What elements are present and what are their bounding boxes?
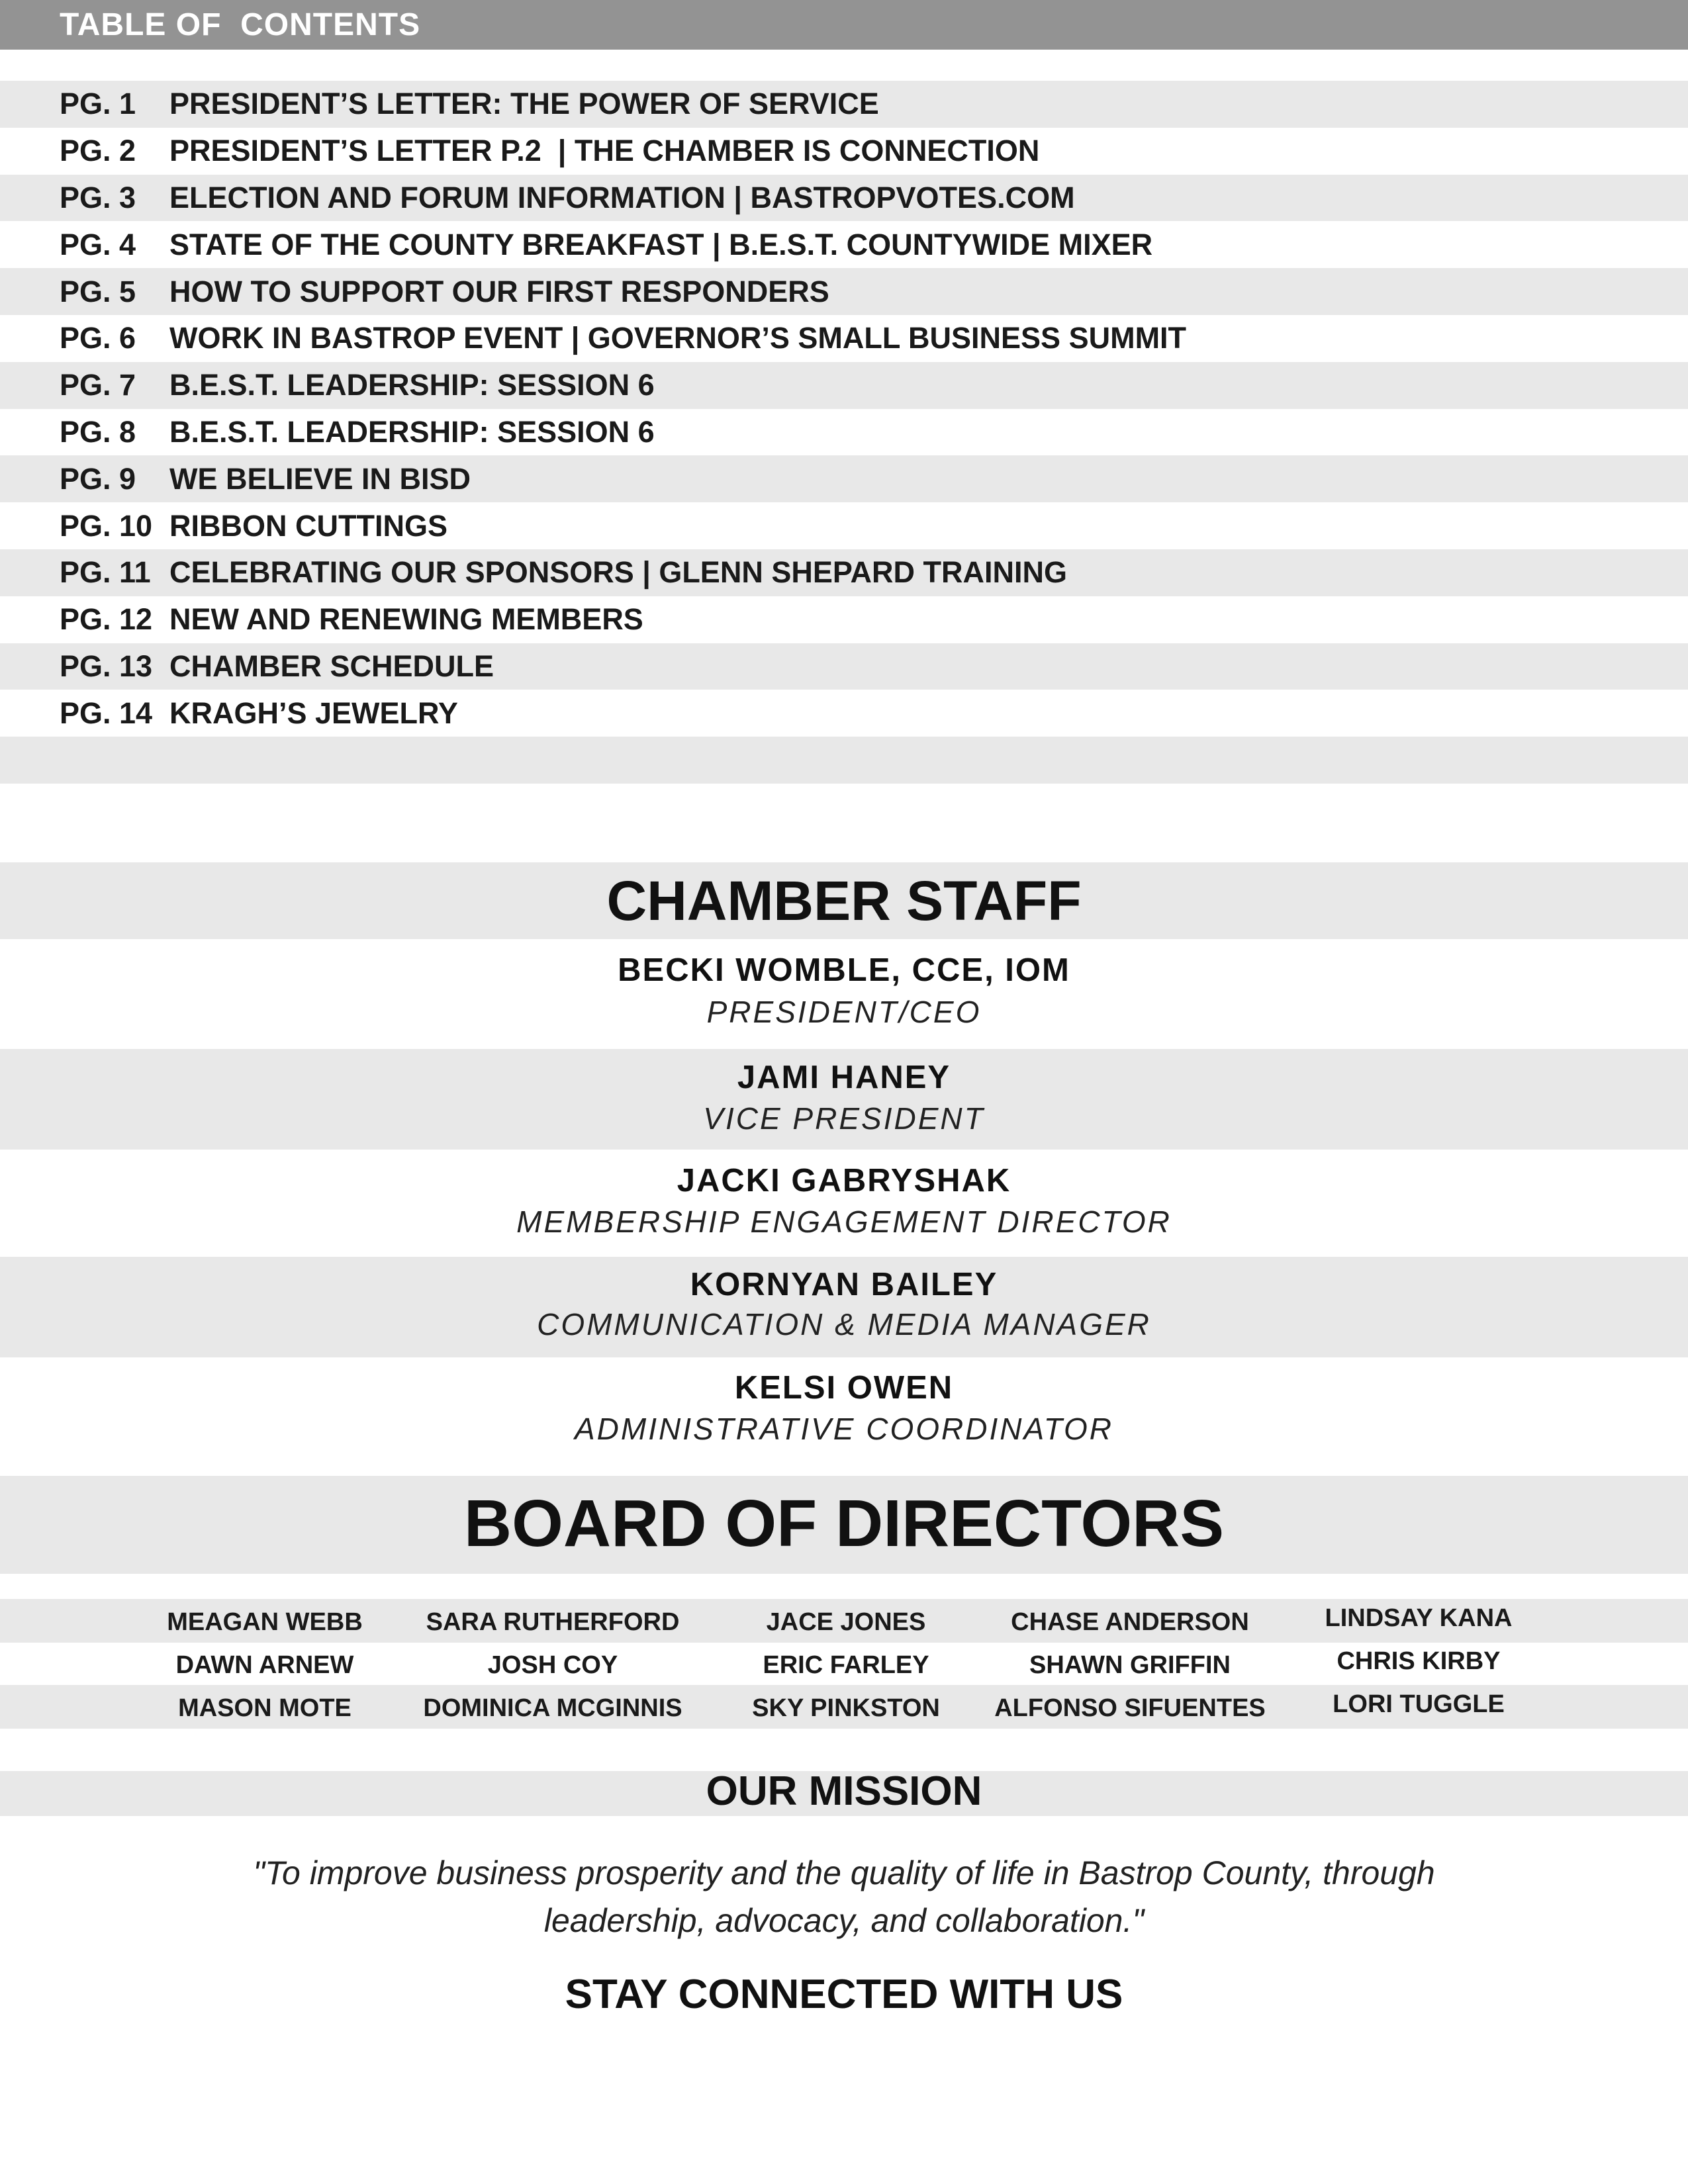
- toc-row[interactable]: [0, 128, 1688, 175]
- toc-page-number: PG. 13: [60, 649, 153, 683]
- toc-row[interactable]: [0, 502, 1688, 549]
- toc-entry-title: CELEBRATING OUR SPONSORS | GLENN SHEPARD TRAINING: [169, 555, 1067, 590]
- board-member: SKY PINKSTON: [752, 1694, 940, 1722]
- stay-connected-heading: STAY CONNECTED WITH US: [565, 1972, 1123, 2017]
- toc-row[interactable]: [0, 690, 1688, 737]
- mission-quote-line: "To improve business prosperity and the quality of life in Bastrop County, through: [253, 1854, 1435, 1891]
- toc-entry-title: KRAGH’S JEWELRY: [169, 696, 458, 730]
- toc-row[interactable]: [0, 221, 1688, 268]
- staff-member-role: COMMUNICATION & MEDIA MANAGER: [537, 1307, 1151, 1342]
- toc-page-number: PG. 6: [60, 321, 136, 355]
- toc-row[interactable]: [0, 549, 1688, 596]
- board-member: LINDSAY KANA: [1325, 1604, 1513, 1632]
- toc-entry-title: PRESIDENT’S LETTER: THE POWER OF SERVICE: [169, 87, 879, 121]
- toc-page-number: PG. 3: [60, 180, 136, 214]
- toc-page-number: PG. 1: [60, 87, 136, 121]
- board-member: MASON MOTE: [178, 1694, 352, 1722]
- toc-row[interactable]: [0, 409, 1688, 456]
- toc-page-number: PG. 2: [60, 134, 136, 168]
- staff-member-name: KELSI OWEN: [734, 1370, 954, 1406]
- mission-quote-line: leadership, advocacy, and collaboration.": [543, 1902, 1145, 1939]
- toc-entry-title: RIBBON CUTTINGS: [169, 508, 447, 543]
- toc-row[interactable]: [0, 455, 1688, 502]
- toc-heading: TABLE OF CONTENTS: [60, 7, 421, 42]
- board-member: SARA RUTHERFORD: [426, 1608, 680, 1636]
- staff-member-name: JACKI GABRYSHAK: [677, 1163, 1011, 1199]
- toc-page-number: PG. 8: [60, 414, 136, 449]
- board-member: JOSH COY: [487, 1651, 618, 1679]
- toc-entry-title: PRESIDENT’S LETTER P.2 | THE CHAMBER IS CONNECTION: [169, 134, 1040, 168]
- toc-spacer-row: [0, 737, 1688, 784]
- toc-page-number: PG. 5: [60, 274, 136, 308]
- toc-row[interactable]: [0, 268, 1688, 315]
- toc-page-number: PG. 7: [60, 368, 136, 402]
- toc-page-number: PG. 12: [60, 602, 153, 637]
- board-member: SHAWN GRIFFIN: [1029, 1651, 1231, 1679]
- staff-member-role: ADMINISTRATIVE COORDINATOR: [574, 1412, 1114, 1446]
- staff-member-name: KORNYAN BAILEY: [690, 1267, 998, 1302]
- board-member: ALFONSO SIFUENTES: [994, 1694, 1266, 1722]
- board-member: LORI TUGGLE: [1333, 1690, 1505, 1718]
- board-heading: BOARD OF DIRECTORS: [463, 1486, 1225, 1561]
- staff-member-name: BECKI WOMBLE, CCE, IOM: [618, 952, 1070, 988]
- staff-heading: CHAMBER STAFF: [606, 870, 1082, 932]
- toc-entry-title: HOW TO SUPPORT OUR FIRST RESPONDERS: [169, 274, 829, 308]
- toc-page-number: PG. 4: [60, 227, 136, 261]
- board-member: MEAGAN WEBB: [167, 1608, 363, 1636]
- toc-page-number: PG. 14: [60, 696, 153, 730]
- toc-entry-title: CHAMBER SCHEDULE: [169, 649, 494, 683]
- toc-row[interactable]: [0, 175, 1688, 222]
- board-member: ERIC FARLEY: [763, 1651, 929, 1679]
- board-member: DOMINICA MCGINNIS: [423, 1694, 682, 1722]
- board-member: CHASE ANDERSON: [1011, 1608, 1249, 1636]
- toc-row[interactable]: [0, 315, 1688, 362]
- toc-entry-title: NEW AND RENEWING MEMBERS: [169, 602, 643, 637]
- toc-page-number: PG. 10: [60, 508, 153, 543]
- toc-row[interactable]: [0, 81, 1688, 128]
- board-member: JACE JONES: [766, 1608, 926, 1636]
- toc-row[interactable]: [0, 643, 1688, 690]
- toc-page-number: PG. 11: [60, 555, 151, 590]
- toc-row[interactable]: [0, 362, 1688, 409]
- table-of-contents: [0, 81, 1688, 784]
- staff-member-name: JAMI HANEY: [737, 1060, 951, 1095]
- toc-entry-title: STATE OF THE COUNTY BREAKFAST | B.E.S.T. COUNTYWIDE MIXER: [169, 227, 1153, 261]
- board-member: CHRIS KIRBY: [1336, 1647, 1501, 1675]
- header-bar: [0, 0, 1688, 50]
- mission-heading: OUR MISSION: [706, 1768, 982, 1814]
- toc-entry-title: B.E.S.T. LEADERSHIP: SESSION 6: [169, 414, 655, 449]
- toc-page-number: PG. 9: [60, 461, 136, 496]
- staff-member-role: VICE PRESIDENT: [703, 1101, 985, 1136]
- toc-entry-title: ELECTION AND FORUM INFORMATION | BASTROPVOTES.COM: [169, 180, 1075, 214]
- toc-entry-title: WORK IN BASTROP EVENT | GOVERNOR’S SMALL BUSINESS SUMMIT: [169, 321, 1187, 355]
- board-member: DAWN ARNEW: [175, 1651, 354, 1679]
- toc-row[interactable]: [0, 596, 1688, 643]
- toc-entry-title: B.E.S.T. LEADERSHIP: SESSION 6: [169, 368, 655, 402]
- toc-entry-title: WE BELIEVE IN BISD: [169, 461, 471, 496]
- staff-member-role: MEMBERSHIP ENGAGEMENT DIRECTOR: [516, 1205, 1172, 1239]
- staff-member-role: PRESIDENT/CEO: [706, 995, 982, 1029]
